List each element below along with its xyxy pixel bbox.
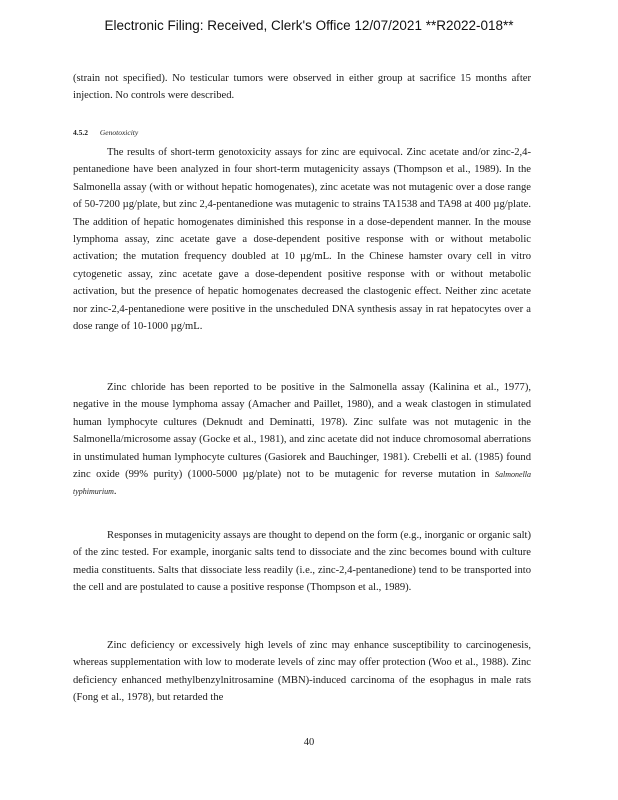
paragraph-main-text: Zinc chloride has been reported to be positive in the Salmonella assay (Kalinina et al., 1977), negative in the mouse lymphoma assay (Amacher and Paillet, 1980), and a weak clastogen in stimulated human lymphocyte cultures (Deknudt and Deminatti, 1978). Zinc sulfate was not mutagenic in the Salmonella/microsome assay (Gocke et al., 1981), and zinc acetate did not induce chromosomal aberrations in unstimulated human lymphocyte cultures (Gasiorek and Bauchinger, 1981). Crebelli et al. (1985) found zinc oxide (99% purity) (1000-5000 µg/plate) not to be mutagenic for reverse mutation in <box>73 382 531 481</box>
page-number: 40 <box>303 737 315 748</box>
body-paragraph-zinc-chloride <box>73 379 531 501</box>
paragraph-text: Responses in mutagenicity assays are thought to depend on the form (e.g., inorganic or organic salt) of the zinc tested. For example, inorganic salts tend to dissociate and the zinc becomes bound with culture media constituents. Salts that dissociate less readily (i.e., zinc-2,4-pentanedione) tend to be transported into the cell and are postulated to cause a positive response (Thompson et al., 1989). <box>73 530 531 594</box>
paragraph-end: . <box>113 486 117 498</box>
section-title: Genotoxicity <box>99 128 139 137</box>
paragraph-text <box>73 379 531 501</box>
paragraph-text: Zinc deficiency or excessively high levels of zinc may enhance susceptibility to carcinogenesis, whereas supplementation with low to moderate levels of zinc may offer protection (Woo et al., 1988). Zinc deficiency enhanced methylbenzylnitrosamine (MBN)-induced carcinoma of the esophagus in male rats (Fong et al., 1978), but retarded the <box>73 640 531 704</box>
body-paragraph-continuation <box>73 70 531 105</box>
body-paragraph-responses <box>73 527 531 597</box>
paragraph-text: The results of short-term genotoxicity assays for zinc are equivocal. Zinc acetate and/or zinc-2,4-pentanedione have been analyzed in four short-term mutagenicity assays (Thompson et al., 1989). In the Salmonella assay (with or without hepatic homogenates), zinc acetate was not mutagenic over a dose range of 50-7200 µg/plate, but zinc 2,4-pentanedione was mutagenic to strains TA1538 and TA98 at 400 µg/plate. The addition of hepatic homogenates diminished this response in a dose-dependent manner. In the mouse lymphoma assay, zinc acetate gave a dose-dependent positive response with or without metabolic activation; the mutation frequency doubled at 10 µg/mL. In the Chinese hamster ovary cell in vitro cytogenetic assay, zinc acetate gave a dose-dependent positive response with or without metabolic activation, but the presence of hepatic homogenates decreased the clastogenic effect. Neither zinc acetate nor zinc-2,4-pentanedione were positive in the unscheduled DNA synthesis assay in rat hepatocytes over a dose range of 10-1000 µg/mL. <box>73 147 531 333</box>
section-heading <box>73 128 138 137</box>
body-paragraph-genotoxicity <box>73 144 531 335</box>
filing-header: Electronic Filing: Received, Clerk's Office 12/07/2021 **R2022-018** <box>104 18 514 33</box>
body-paragraph-zinc-deficiency <box>73 637 531 707</box>
paragraph-text: (strain not specified). No testicular tumors were observed in either group at sacrifice 15 months after injection. No controls were described. <box>73 73 531 102</box>
section-number: 4.5.2 <box>73 128 88 137</box>
species-name: Salmonella typhimurium <box>73 470 532 497</box>
